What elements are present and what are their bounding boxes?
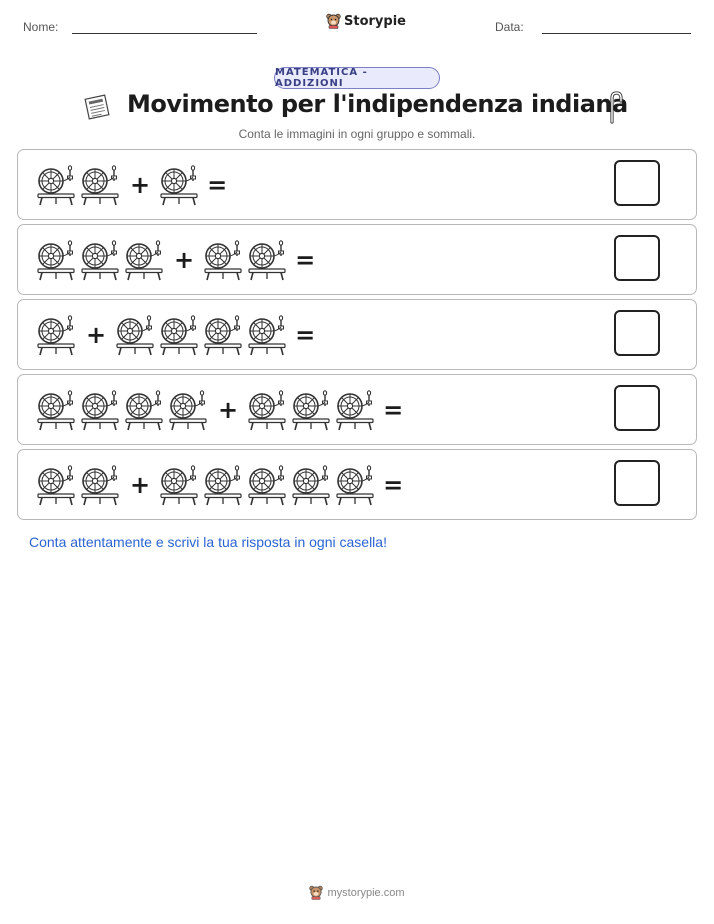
- spinning-wheel-icon: [80, 163, 124, 207]
- problem-row: [17, 374, 697, 445]
- newspaper-icon: [82, 92, 112, 122]
- name-field-line[interactable]: [72, 33, 257, 34]
- spinning-wheel-icon: [36, 238, 80, 282]
- spinning-wheel-icon: [335, 388, 379, 432]
- problem-row: [17, 299, 697, 370]
- spinning-wheel-icon: [247, 313, 291, 357]
- footer: [0, 885, 714, 900]
- problem-operands: [36, 463, 412, 507]
- page-title: Movimento per l'indipendenza indiana: [127, 90, 628, 118]
- footer-url: mystorypie.com: [327, 886, 405, 899]
- spinning-wheel-icon: [159, 463, 203, 507]
- equals-sign: =: [295, 321, 316, 349]
- equals-sign: =: [383, 396, 404, 424]
- spinning-wheel-icon: [291, 463, 335, 507]
- bear-mascot-icon: [309, 885, 323, 900]
- problem-operands: [36, 238, 324, 282]
- plus-sign: +: [218, 396, 239, 424]
- problem-operands: [36, 313, 324, 357]
- answer-box[interactable]: [614, 385, 660, 431]
- spinning-wheel-icon: [80, 463, 124, 507]
- spinning-wheel-icon: [247, 388, 291, 432]
- date-field-line[interactable]: [542, 33, 691, 34]
- spinning-wheel-icon: [203, 313, 247, 357]
- spinning-wheel-icon: [36, 388, 80, 432]
- spinning-wheel-icon: [36, 313, 80, 357]
- subtitle: Conta le immagini in ogni gruppo e sommali.: [238, 127, 476, 141]
- plus-sign: +: [174, 246, 195, 274]
- spinning-wheel-icon: [247, 238, 291, 282]
- date-label: Data:: [495, 20, 524, 34]
- spinning-wheel-icon: [80, 238, 124, 282]
- spinning-wheel-icon: [203, 463, 247, 507]
- spinning-wheel-icon: [124, 388, 168, 432]
- answer-box[interactable]: [614, 310, 660, 356]
- problem-operands: [36, 388, 412, 432]
- spinning-wheel-icon: [291, 388, 335, 432]
- bear-mascot-icon: [326, 13, 341, 29]
- problem-operands: [36, 163, 236, 207]
- spinning-wheel-icon: [36, 463, 80, 507]
- problem-row: [17, 449, 697, 520]
- spinning-wheel-icon: [168, 388, 212, 432]
- equals-sign: =: [383, 471, 404, 499]
- storypie-logo: [326, 13, 406, 29]
- answer-box[interactable]: [614, 235, 660, 281]
- plus-sign: +: [86, 321, 107, 349]
- plus-sign: +: [130, 471, 151, 499]
- spinning-wheel-icon: [80, 388, 124, 432]
- spinning-wheel-icon: [247, 463, 291, 507]
- spinning-wheel-icon: [115, 313, 159, 357]
- spinning-wheel-icon: [159, 313, 203, 357]
- name-label: Nome:: [23, 20, 59, 34]
- subject-badge: MATEMATICA - ADDIZIONI: [274, 67, 440, 89]
- title-row: [0, 90, 714, 126]
- answer-box[interactable]: [614, 460, 660, 506]
- walking-cane-icon: [604, 90, 626, 124]
- spinning-wheel-icon: [203, 238, 247, 282]
- logo-text: Storypie: [344, 13, 406, 29]
- spinning-wheel-icon: [124, 238, 168, 282]
- answer-box[interactable]: [614, 160, 660, 206]
- instruction-text: Conta attentamente e scrivi la tua risposta in ogni casella!: [29, 534, 387, 550]
- equals-sign: =: [207, 171, 228, 199]
- spinning-wheel-icon: [36, 163, 80, 207]
- problem-row: [17, 149, 697, 220]
- spinning-wheel-icon: [159, 163, 203, 207]
- plus-sign: +: [130, 171, 151, 199]
- spinning-wheel-icon: [335, 463, 379, 507]
- problem-row: [17, 224, 697, 295]
- equals-sign: =: [295, 246, 316, 274]
